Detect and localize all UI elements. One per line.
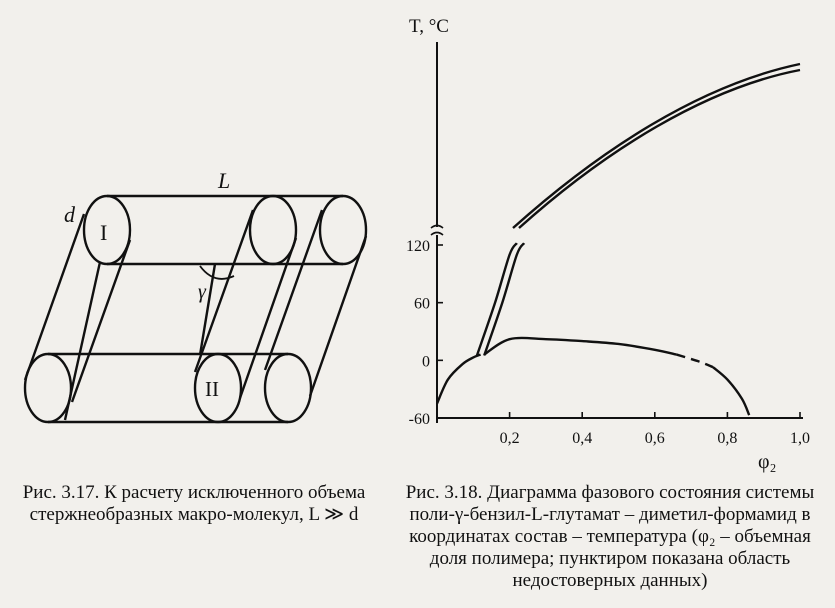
label-d: d (64, 202, 75, 227)
series-line-2 (677, 355, 713, 367)
x-tick-label: 0,4 (572, 430, 593, 447)
label-L: L (218, 168, 231, 193)
series-line-1 (484, 338, 676, 355)
caption-fig-3-18: Рис. 3.18. Диаграмма фазового состояния системы поли-γ-бензил-L-глутамат – диметил-формамид в координатах состав – температура (φ₂ – объемная доля полимера; пунктиром показана область недостоверных данных) (405, 482, 815, 591)
label-gamma: γ (198, 281, 206, 303)
y-tick-label: 120 (406, 238, 430, 255)
rods-diagram (25, 196, 366, 422)
y-tick-label: 60 (414, 295, 430, 313)
x-axis-label: φ₂ (758, 451, 777, 473)
rod-bottom-back-end (265, 354, 311, 422)
axis-break-lower (431, 233, 443, 236)
gamma-angle-arc (200, 266, 234, 279)
label-I: I (100, 220, 108, 245)
x-tick-label: 1,0 (790, 430, 810, 447)
upper-boundary-line-2 (519, 70, 800, 228)
y-tick-label: 0 (422, 353, 430, 371)
rod-I-right-end (250, 196, 296, 264)
x-tick-label: 0,2 (499, 430, 520, 447)
label-II: II (205, 377, 219, 401)
upper-boundary-line-1 (513, 64, 800, 228)
y-tick-label: -60 (408, 411, 430, 428)
phase-diagram-chart (406, 16, 810, 473)
rod-II-left-end (25, 354, 71, 422)
series-line-3 (713, 367, 749, 415)
x-tick-label: 0,8 (717, 430, 738, 447)
y-axis-label: T, °C (409, 16, 449, 37)
x-tick-label: 0,6 (644, 430, 665, 447)
series-line-0 (437, 355, 481, 404)
caption-fig-3-17: Рис. 3.17. К расчету исключенного объема стержнеобразных макро-молекул, L ≫ d (22, 482, 366, 525)
